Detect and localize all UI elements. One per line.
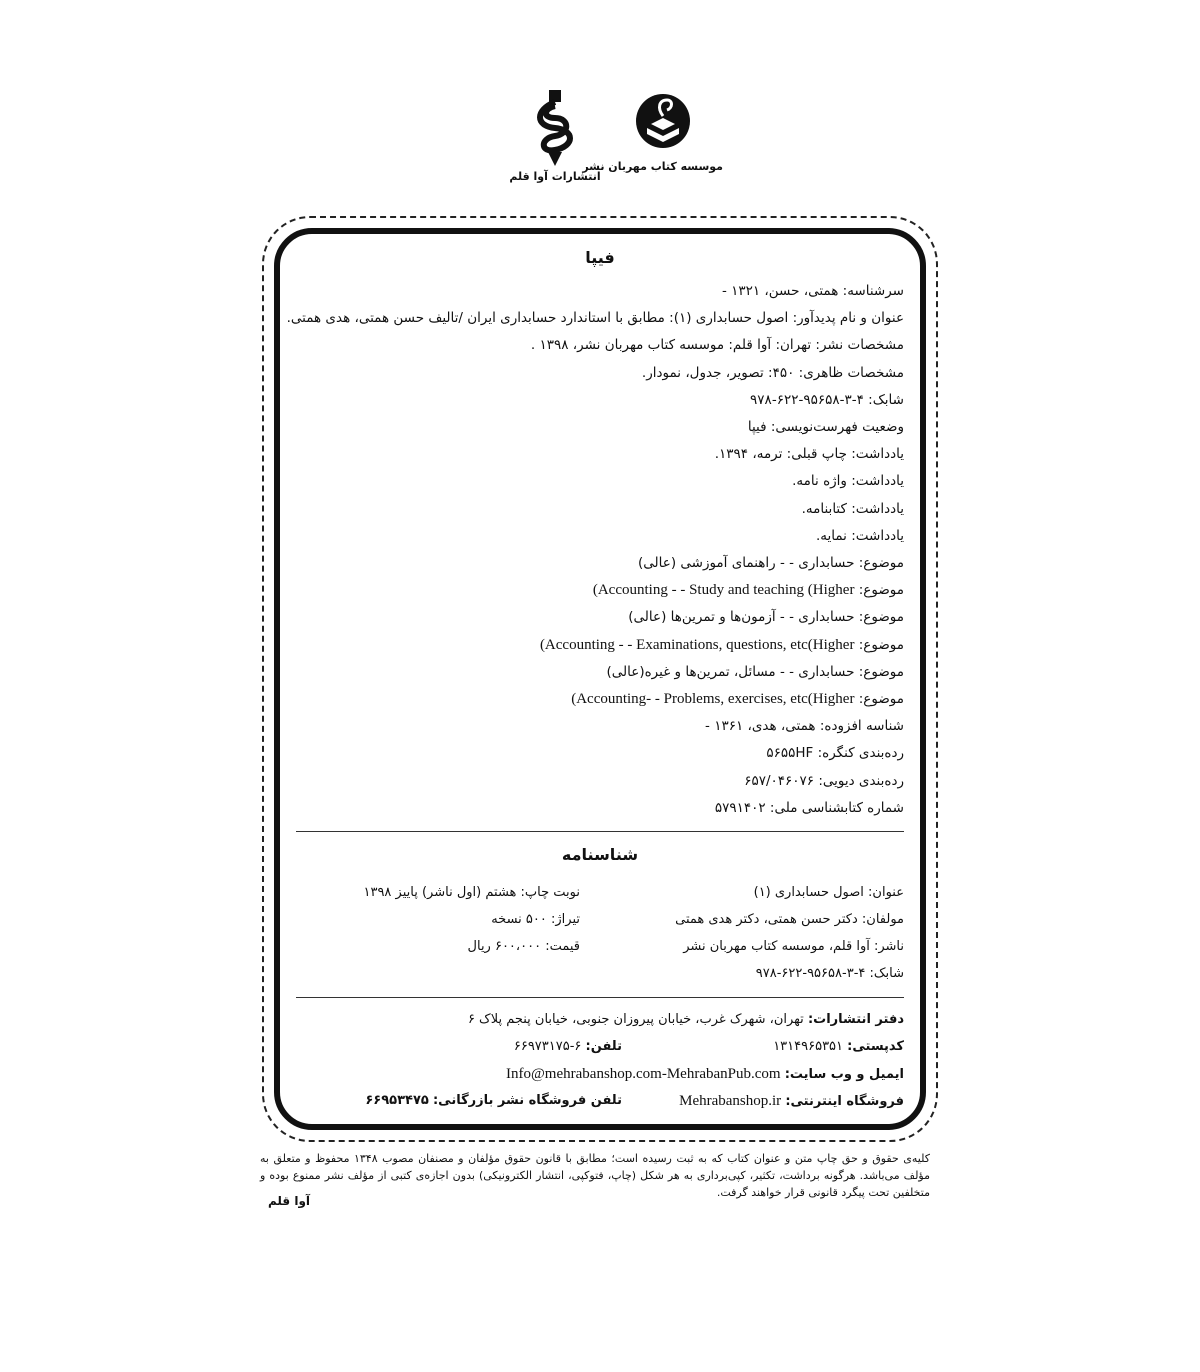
fipa-label: یادداشت: [851,473,904,490]
fipa-value: حسابداری - - آزمون‌ها و تمرین‌ها (عالی) [628,609,855,626]
fipa-line [607,663,904,681]
fipa-label: شابک: [868,391,904,408]
shenasnameh-title: شناسنامه [561,845,639,864]
fipa-line [628,608,904,626]
fipa-line [287,309,904,327]
online-shop [679,1092,904,1111]
office-value: تهران، شهرک غرب، خیابان پیروزان جنوبی، خیابان پنجم پلاک ۶ [467,1012,804,1027]
mehraban-logo-icon [633,88,693,158]
phone [514,1038,622,1056]
store-phone-value: ۶۶۹۵۳۴۷۵ [365,1093,429,1108]
shop-label: فروشگاه اینترنتی: [785,1094,904,1109]
fipa-label: یادداشت: [851,500,904,517]
shenasnameh-publisher: ناشر: آوا قلم، موسسه کتاب مهربان نشر [683,939,904,954]
divider [296,831,904,832]
fipa-label: رده‌بندی دیویی: [818,772,904,789]
copyright-text: کلیه‌ی حقوق و حق چاپ متن و عنوان کتاب که به ثبت رسیده است؛ مطابق با قانون حقوق مؤلفان و مصنفان مصوب ۱۳۴۸ محفوظ و متعلق به مؤلف می‌باشد. هرگونه برداشت، تکثیر، کپی‌برداری به هر شکل (چاپ، فتوکپی، انتشار الکترونیکی) بدون اجازه‌ی کتبی از مؤلف نشر ممنوع بوده و متخلفین تحت پیگرد قانونی قرار خواهند گرفت. [260,1152,930,1199]
fipa-line [531,336,904,354]
fipa-label: موضوع: [858,636,904,653]
fipa-value: (Accounting- - Problems, exercises, etc(Higher [571,691,855,707]
fipa-label: وضعیت فهرست‌نویسی: [770,419,904,435]
copyright-notice [260,1150,930,1201]
web-label: ایمیل و وب سایت: [784,1067,904,1082]
fipa-value: حسابداری - - مسائل، تمرین‌ها و غیره(عالی) [606,663,855,680]
fipa-label: موضوع: [858,663,904,680]
fipa-label: شناسه افزوده: [819,718,904,735]
fipa-line [766,744,904,762]
fipa-value: چاپ قبلی: ترمه، ۱۳۹۴. [714,446,847,463]
store-phone [365,1092,622,1110]
fipa-label: مشخصات نشر: [815,337,904,354]
fipa-label: عنوان و نام پدیدآور: [792,310,904,327]
pen-knot-icon [530,88,580,168]
fipa-value: همتی، حسن، ۱۳۲۱ - [721,283,839,299]
shop-link[interactable]: Mehrabanshop.ir [679,1093,782,1109]
fipa-line [816,527,904,545]
fipa-value: ۶۵۷/۰۴۶۰۷۶ [744,772,815,789]
mehraban-caption: موسسه کتاب مهربان نشر [582,160,723,173]
fipa-value: ۴۵۰: تصویر، جدول، نمودار. [641,364,795,381]
fipa-line [705,717,904,735]
shenasnameh-authors: مولفان: دکتر حسن همتی، دکتر هدی همتی [675,912,904,927]
postal-code [773,1038,904,1056]
fipa-line [642,364,904,382]
shenasnameh-price: قیمت: ۶۰۰،۰۰۰ ریال [467,939,580,954]
fipa-value: (Accounting - - Examinations, questions, etc(Higher [539,636,855,653]
fipa-line [750,391,904,409]
fipa-label: موضوع: [858,609,904,626]
fipa-label: یادداشت: [851,446,904,463]
fipa-label: رده‌بندی کنگره: [817,745,904,762]
divider [296,997,904,998]
phone-label: تلفن: [585,1039,622,1054]
fipa-value: تهران: آوا قلم: موسسه کتاب مهربان نشر، ۱۳۹۸ . [530,337,812,354]
fipa-value: ۴-۳-۹۵۶۵۸-۶۲۲-۹۷۸ [750,391,864,408]
office-label: دفتر انتشارات: [807,1012,904,1027]
fipa-label: یادداشت: [851,527,904,544]
fipa-line [540,636,904,654]
fipa-value: نمایه. [815,527,847,544]
fipa-value: فیپا [747,419,767,435]
fipa-label: شماره کتابشناسی ملی: [769,799,904,816]
fipa-value: (Accounting - - Study and teaching (Higher [592,582,855,599]
store-phone-label: تلفن فروشگاه نشر بازرگانی: [432,1093,622,1108]
mehraban-logo [582,88,723,203]
fipa-line [571,690,904,708]
shenasnameh-edition: نوبت چاپ: هشتم (اول ناشر) پاییز ۱۳۹۸ [363,885,580,900]
fipa-line [715,445,904,463]
fipa-line [593,581,904,599]
ava-ghalam-logo [495,88,615,203]
fipa-line [722,282,904,300]
fipa-label: مشخصات ظاهری: [798,364,904,381]
fipa-line [638,554,904,572]
fipa-title: فیپا [585,248,615,267]
fipa-value: ۵۷۹۱۴۰۲ [714,799,766,816]
ava-ghalam-caption: انتشارات آوا قلم [509,170,601,183]
fipa-value: ۵۶۵۵HF [766,745,814,762]
web-link[interactable]: Info@mehrabanshop.com-MehrabanPub.com [506,1066,781,1082]
shenasnameh-circulation: تیراژ: ۵۰۰ نسخه [491,912,580,927]
shenasnameh-title-line: عنوان: اصول حسابداری (۱) [753,885,904,900]
phone-value: ۶-۶۶۹۷۳۱۷۵ [513,1039,582,1054]
fipa-label: سرشناسه: [842,283,904,299]
fipa-value: واژه نامه. [792,473,847,490]
shenasnameh-isbn: شابک: ۴-۳-۹۵۶۵۸-۶۲۲-۹۷۸ [755,966,904,981]
postal-value: ۱۳۱۴۹۶۵۳۵۱ [773,1039,844,1054]
postal-label: کدپستی: [847,1039,904,1054]
fipa-line [715,799,904,817]
fipa-value: کتابنامه. [801,500,847,517]
fipa-label: موضوع: [858,691,904,707]
fipa-line [744,772,904,790]
fipa-value: حسابداری - - راهنمای آموزشی (عالی) [638,555,855,571]
fipa-line [748,418,904,436]
fipa-value: اصول حسابداری (۱): مطابق با استاندارد حسابداری ایران /تالیف حسن همتی، هدی همتی. [286,310,789,327]
email-website [506,1065,904,1084]
office-address [468,1011,904,1029]
fipa-label: موضوع: [858,555,904,571]
fipa-line [792,472,904,490]
publisher-signature: آوا قلم [268,1194,311,1208]
fipa-label: موضوع: [858,582,904,599]
fipa-line [802,500,904,518]
fipa-value: همتی، هدی، ۱۳۶۱ - [705,718,816,735]
